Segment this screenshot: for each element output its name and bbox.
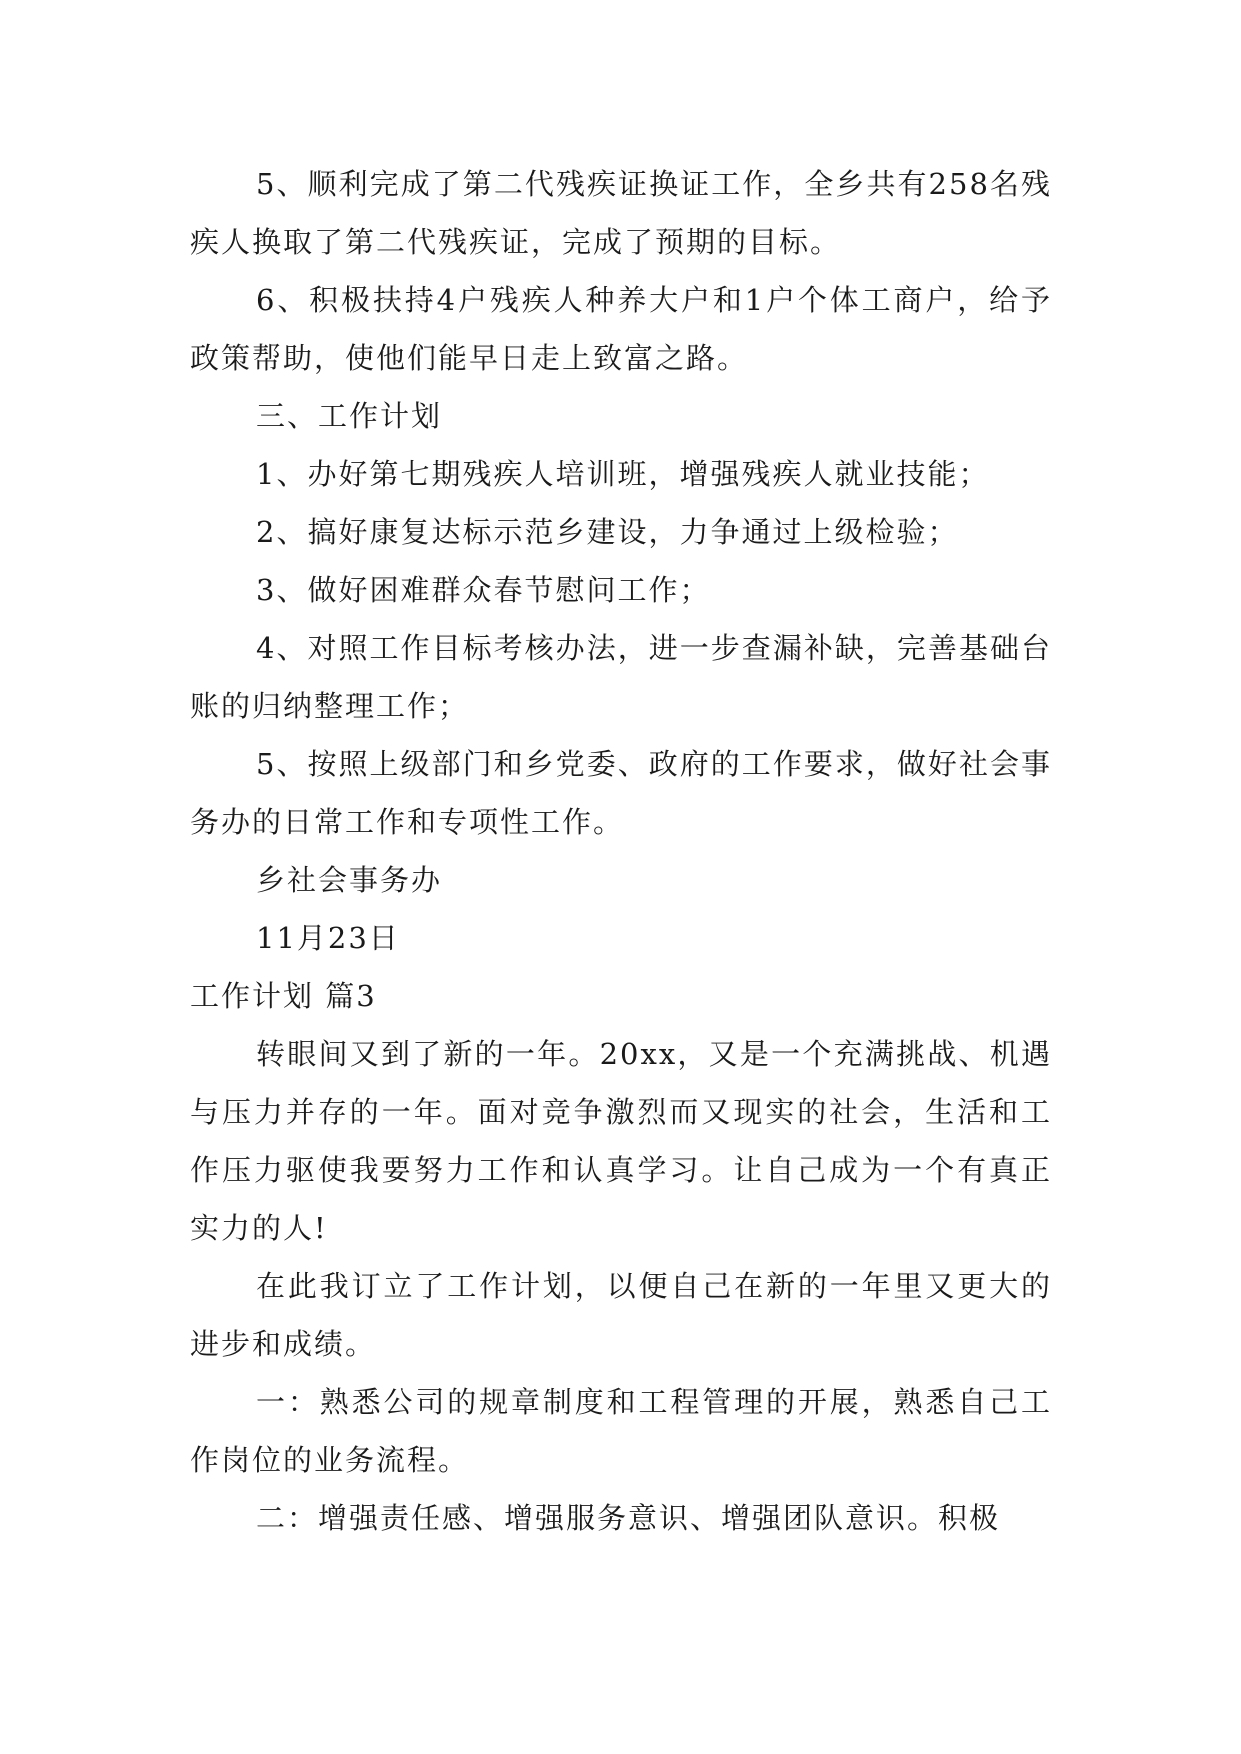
- plan-item-5: 5、按照上级部门和乡党委、政府的工作要求，做好社会事务办的日常工作和专项性工作。: [190, 747, 1052, 839]
- plan-item-4: 4、对照工作目标考核办法，进一步查漏补缺，完善基础台账的归纳整理工作；: [190, 631, 1052, 723]
- plan-item-2: 2、搞好康复达标示范乡建设，力争通过上级检验；: [256, 515, 959, 549]
- document-body: [190, 155, 1052, 1547]
- paragraph-plan-intro: 在此我订立了工作计划，以便自己在新的一年里又更大的进步和成绩。: [190, 1269, 1052, 1361]
- paragraph-point-one: 一：熟悉公司的规章制度和工程管理的开展，熟悉自己工作岗位的业务流程。: [190, 1385, 1052, 1477]
- section-heading-work-plan: 三、工作计划: [256, 399, 443, 433]
- paragraph-item-5-disability-cards: 5、顺利完成了第二代残疾证换证工作，全乡共有258名残疾人换取了第二代残疾证，完成了预期的目标。: [190, 167, 1052, 259]
- paragraph-point-two: 二：增强责任感、增强服务意识、增强团队意识。积极: [256, 1501, 1001, 1535]
- article-heading: 工作计划 篇3: [190, 979, 377, 1013]
- signature-office: 乡社会事务办: [256, 863, 443, 897]
- paragraph-new-year: 转眼间又到了新的一年。20xx，又是一个充满挑战、机遇与压力并存的一年。面对竞争激烈而又现实的社会，生活和工作压力驱使我要努力工作和认真学习。让自己成为一个有真正实力的人!: [190, 1037, 1052, 1245]
- plan-item-1: 1、办好第七期残疾人培训班，增强残疾人就业技能；: [256, 457, 990, 491]
- signature-date: 11月23日: [256, 921, 400, 955]
- plan-item-3: 3、做好困难群众春节慰问工作；: [256, 573, 711, 607]
- paragraph-item-6-support-households: 6、积极扶持4户残疾人种养大户和1户个体工商户，给予政策帮助，使他们能早日走上致富之路。: [190, 283, 1052, 375]
